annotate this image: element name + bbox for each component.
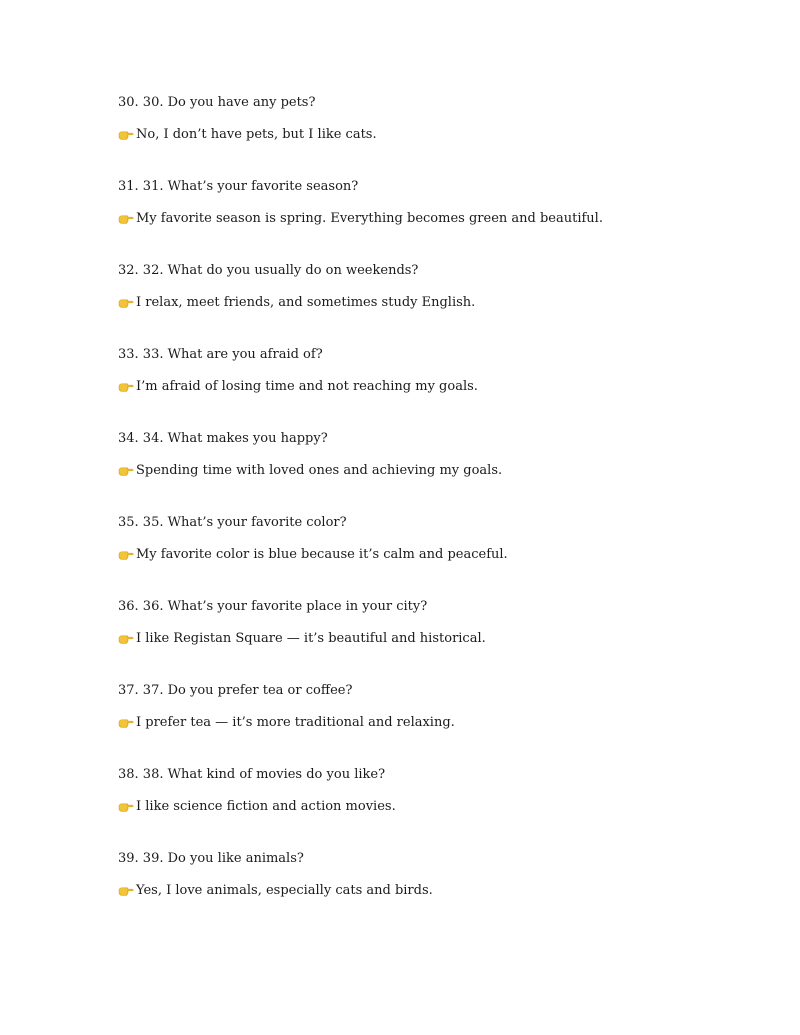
pointing-hand-icon — [118, 297, 134, 309]
answer-line — [118, 627, 758, 651]
answer-text: I like science fiction and action movies. — [136, 799, 396, 814]
question-text: 37. 37. Do you prefer tea or coffee? — [118, 683, 353, 698]
answer-line — [118, 879, 758, 903]
qa-item — [118, 175, 758, 259]
pointing-hand-icon — [118, 885, 134, 897]
answer-line — [118, 375, 758, 399]
answer-line — [118, 123, 758, 147]
pointing-hand-icon — [118, 801, 134, 813]
pointing-hand-icon — [118, 129, 134, 141]
answer-text: I relax, meet friends, and sometimes study English. — [136, 295, 476, 310]
question-text: 35. 35. What’s your favorite color? — [118, 515, 347, 530]
answer-line — [118, 207, 758, 231]
qa-item — [118, 511, 758, 595]
question-text: 39. 39. Do you like animals? — [118, 851, 304, 866]
answer-text: No, I don’t have pets, but I like cats. — [136, 127, 377, 142]
answer-text: Spending time with loved ones and achieving my goals. — [136, 463, 503, 478]
question-text: 36. 36. What’s your favorite place in your city? — [118, 599, 428, 614]
pointing-hand-icon — [118, 381, 134, 393]
answer-text: Yes, I love animals, especially cats and birds. — [136, 883, 433, 898]
qa-item — [118, 427, 758, 511]
qa-list — [118, 91, 758, 931]
answer-text: I prefer tea — it’s more traditional and relaxing. — [136, 715, 455, 730]
pointing-hand-icon — [118, 213, 134, 225]
answer-line — [118, 543, 758, 567]
question-text: 30. 30. Do you have any pets? — [118, 95, 316, 110]
answer-line — [118, 795, 758, 819]
answer-text: I’m afraid of losing time and not reaching my goals. — [136, 379, 478, 394]
answer-text: I like Registan Square — it’s beautiful and historical. — [136, 631, 486, 646]
question-text: 33. 33. What are you afraid of? — [118, 347, 323, 362]
answer-line — [118, 291, 758, 315]
question-text: 32. 32. What do you usually do on weekends? — [118, 263, 419, 278]
question-text: 31. 31. What’s your favorite season? — [118, 179, 359, 194]
qa-item — [118, 679, 758, 763]
question-text: 34. 34. What makes you happy? — [118, 431, 328, 446]
qa-item — [118, 343, 758, 427]
pointing-hand-icon — [118, 717, 134, 729]
answer-text: My favorite color is blue because it’s calm and peaceful. — [136, 547, 508, 562]
answer-line — [118, 459, 758, 483]
qa-item — [118, 595, 758, 679]
qa-item — [118, 259, 758, 343]
pointing-hand-icon — [118, 633, 134, 645]
answer-line — [118, 711, 758, 735]
question-text: 38. 38. What kind of movies do you like? — [118, 767, 386, 782]
answer-text: My favorite season is spring. Everything becomes green and beautiful. — [136, 211, 603, 226]
qa-item — [118, 91, 758, 175]
pointing-hand-icon — [118, 549, 134, 561]
pointing-hand-icon — [118, 465, 134, 477]
qa-item — [118, 847, 758, 931]
qa-item — [118, 763, 758, 847]
